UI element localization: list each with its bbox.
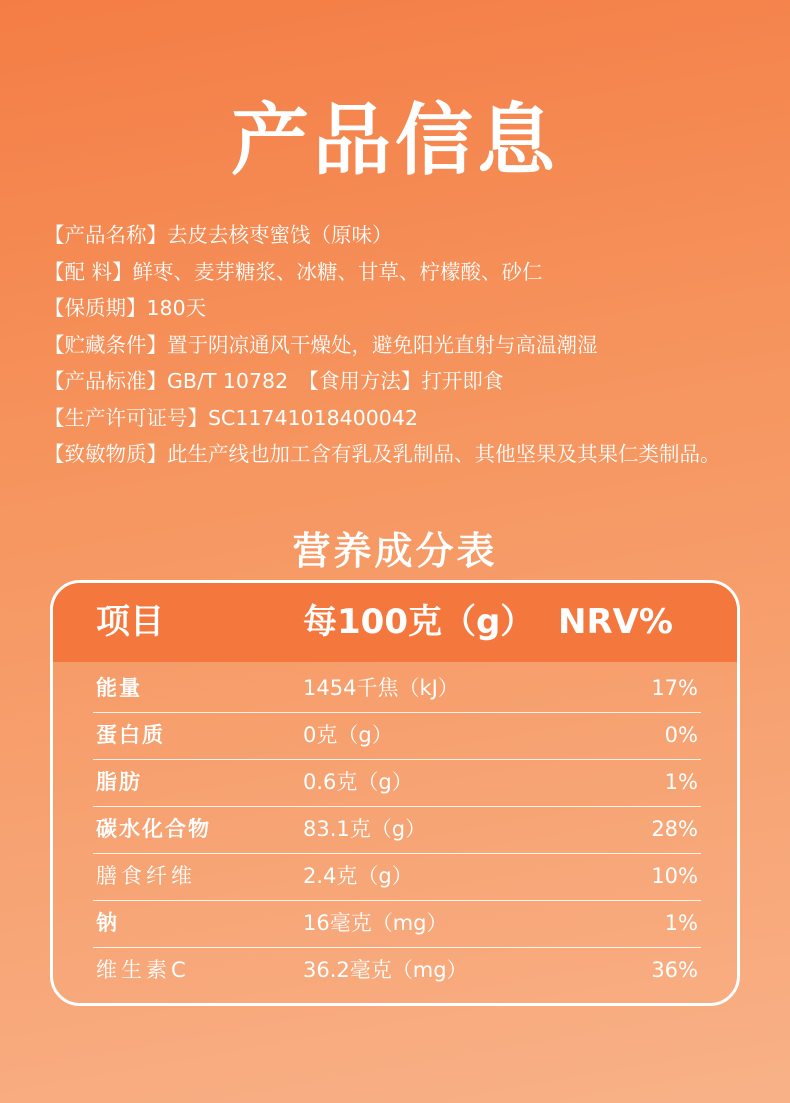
table-row [93, 947, 701, 994]
nutrition-title: 营养成分表 [292, 529, 498, 573]
nutrient-name: 能量 [96, 676, 142, 700]
info-standard-usage: 【产品标准】GB/T 10782 【食用方法】打开即食 [44, 369, 504, 393]
table-row [93, 665, 701, 713]
nutrient-name: 脂肪 [96, 770, 142, 794]
info-license: 【生产许可证号】SC11741018400042 [44, 405, 418, 430]
nutrient-nrv: 36% [651, 958, 698, 982]
table-row [93, 900, 701, 948]
nutrient-name: 维生素C [96, 958, 190, 982]
info-product-name: 【产品名称】去皮去核枣蜜饯（原味） [44, 223, 393, 247]
nutrient-nrv: 1% [664, 911, 698, 935]
table-row [93, 712, 701, 760]
nutrient-amount: 16毫克（mg） [303, 911, 448, 935]
nutrient-amount: 36.2毫克（mg） [303, 958, 468, 982]
nutrient-nrv: 1% [664, 770, 698, 794]
info-shelf-life: 【保质期】180天 [44, 296, 207, 320]
nutrient-amount: 83.1克（g） [303, 817, 427, 841]
header-per100: 每100克（g） [303, 602, 535, 642]
table-row [93, 853, 701, 901]
nutrition-table [50, 580, 740, 1006]
table-row [93, 759, 701, 807]
nutrient-nrv: 0% [664, 723, 698, 747]
table-row [93, 806, 701, 854]
info-ingredients: 【配 料】鲜枣、麦芽糖浆、冰糖、甘草、柠檬酸、砂仁 [44, 259, 543, 284]
info-storage: 【贮藏条件】置于阴凉通风干燥处，避免阳光直射与高温潮湿 [44, 332, 598, 357]
page-title: 产品信息 [230, 96, 559, 186]
header-item: 项目 [96, 602, 164, 642]
nutrient-name: 蛋白质 [96, 723, 165, 747]
product-info-list [44, 217, 764, 473]
nutrient-nrv: 28% [651, 817, 698, 841]
nutrition-table-header [53, 583, 737, 662]
info-allergens: 【致敏物质】此生产线也加工含有乳及乳制品、其他坚果及其果仁类制品。 [44, 442, 721, 466]
header-nrv: NRV% [557, 602, 673, 642]
nutrient-name: 钠 [96, 911, 119, 935]
nutrient-nrv: 10% [651, 864, 698, 888]
nutrient-amount: 2.4克（g） [303, 864, 413, 888]
nutrient-name: 膳食纤维 [96, 864, 196, 888]
nutrient-amount: 0克（g） [303, 723, 393, 747]
nutrient-amount: 0.6克（g） [303, 770, 413, 794]
nutrient-amount: 1454千焦（kJ） [303, 676, 459, 700]
nutrient-name: 碳水化合物 [96, 817, 211, 841]
nutrient-nrv: 17% [651, 676, 698, 700]
